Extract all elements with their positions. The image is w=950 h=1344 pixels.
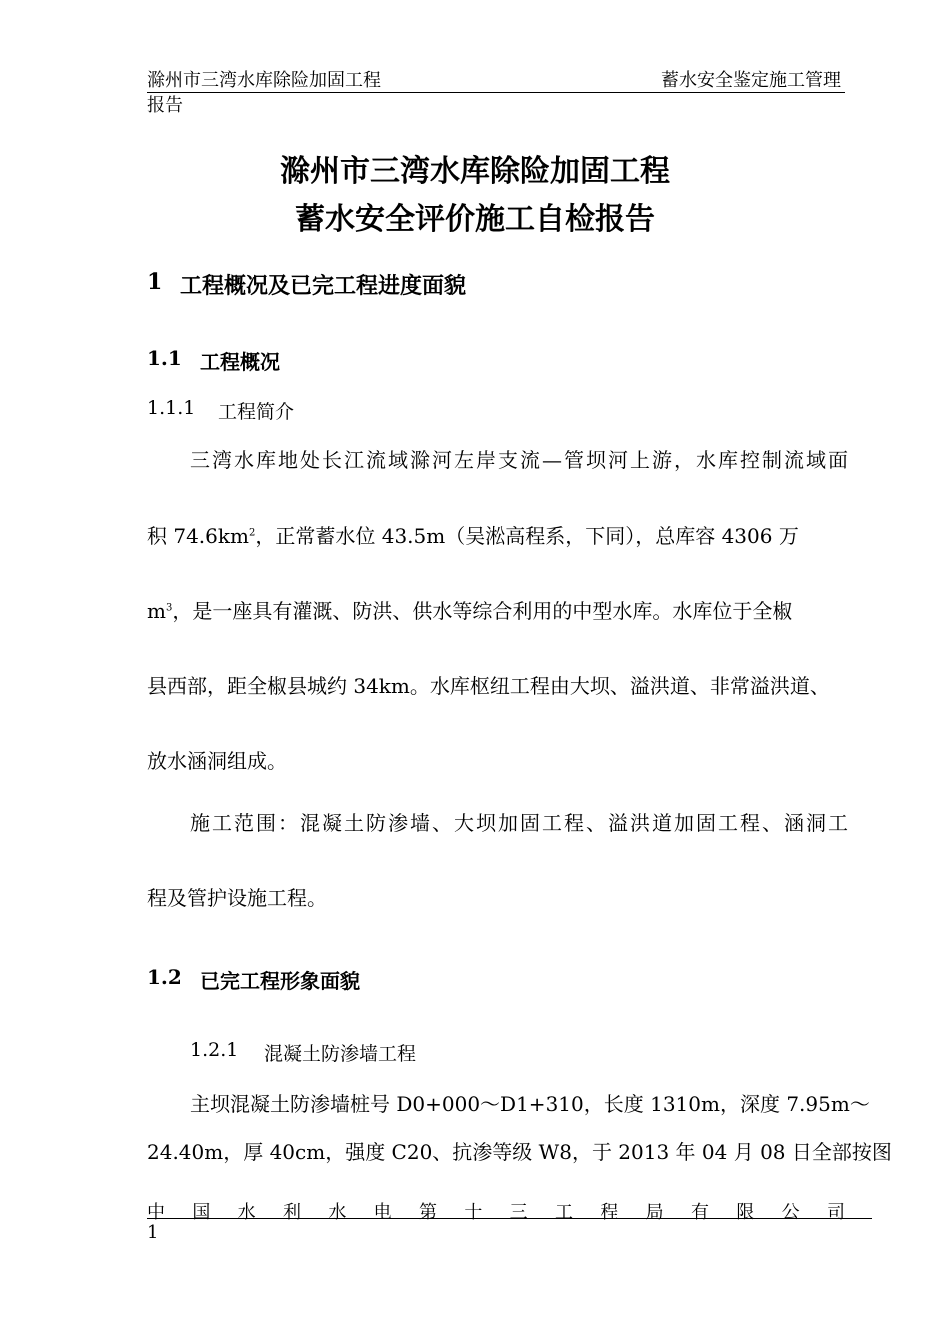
para1-line5: 放水涵洞组成。 [147, 749, 287, 773]
superscript-3: 3 [165, 602, 173, 614]
section-1-1-1-heading: 工程简介 [218, 401, 295, 423]
para1-line2 [147, 520, 799, 549]
para1-line4: 县西部，距全椒县城约 34km。水库枢纽工程由大坝、溢洪道、非常溢洪道、 [147, 674, 830, 698]
header-continuation: 报告 [147, 95, 183, 116]
section-1-heading: 工程概况及已完工程进度面貌 [180, 273, 467, 299]
para1-line2-a: 积 74.6km [147, 524, 249, 548]
footer-rule [147, 1218, 872, 1219]
superscript-2: 2 [248, 527, 256, 539]
page-number: 1 [147, 1222, 159, 1243]
para3-line1: 主坝混凝土防渗墙桩号 D0+000～D1+310，长度 1310m，深度 7.95m～ [190, 1092, 870, 1116]
para1-line2-b: ，正常蓄水位 43.5m（吴淞高程系，下同），总库容 4306 万 [255, 524, 799, 548]
doc-title-line2: 蓄水安全评价施工自检报告 [295, 202, 655, 237]
para1-line1: 三湾水库地处长江流域滁河左岸支流—管坝河上游，水库控制流域面 [190, 448, 848, 472]
para3-line2: 24.40m，厚 40cm，强度 C20、抗渗等级 W8，于 2013 年 04 月 08 日全部按图 [147, 1140, 892, 1164]
para1-line3 [147, 595, 792, 624]
para2-line1: 施工范围：混凝土防渗墙、大坝加固工程、溢洪道加固工程、涵洞工 [190, 811, 848, 835]
section-1-1-number: 1.1 [147, 346, 182, 370]
section-1-2-1-number: 1.2.1 [190, 1039, 239, 1061]
section-1-number: 1 [147, 269, 163, 295]
para1-line3-a: m [147, 599, 166, 623]
header-left: 滁州市三湾水库除险加固工程 [147, 70, 381, 91]
para2-line2: 程及管护设施工程。 [147, 886, 327, 910]
header-right: 蓄水安全鉴定施工管理 [661, 70, 841, 91]
section-1-1-heading: 工程概况 [200, 350, 280, 374]
section-1-2-number: 1.2 [147, 965, 182, 989]
doc-title-line1: 滁州市三湾水库除险加固工程 [280, 154, 670, 189]
section-1-1-1-number: 1.1.1 [147, 397, 196, 419]
header-rule [147, 92, 845, 93]
section-1-2-heading: 已完工程形象面貌 [200, 969, 360, 993]
footer-company: 中国水利水电第十三工程局有限公司 [147, 1202, 845, 1223]
para1-line3-b: ，是一座具有灌溉、防洪、供水等综合利用的中型水库。水库位于全椒 [172, 599, 793, 623]
section-1-2-1-heading: 混凝土防渗墙工程 [264, 1043, 417, 1065]
